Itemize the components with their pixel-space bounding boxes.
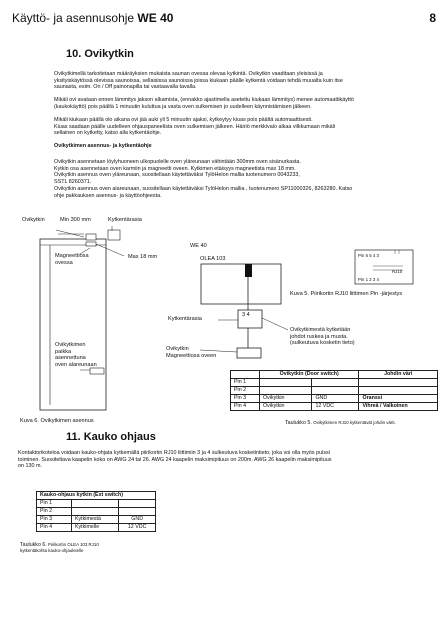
door-switch-magnet: [237, 348, 261, 358]
label-kytkentarasia: Kytkentärasia: [108, 217, 142, 223]
table-cell: [119, 500, 156, 508]
label-min300: Min 300 mm: [60, 217, 91, 223]
text-line: ohje pakkauksen asennus- ja käyttöohjeesta.: [54, 192, 162, 199]
figure-5-caption: Kuva 5. Piirikortin RJ10 liittimen Pin -järjestys: [290, 291, 403, 297]
table-cell: Kauko-ohjaus kytkin (Ext switch): [37, 492, 156, 500]
sec11-paragraph-1: [18, 450, 438, 470]
label-rj10: RJ10: [392, 269, 403, 274]
text-line: (sulkeutuva kosketin tieto): [290, 340, 355, 347]
table-row: [231, 379, 438, 387]
label-magneettiosa: [55, 253, 89, 266]
text-line: Mikäli kiukaan päällä olo aikana ovi jää auki yli 5 minuutin ajaksi, kytkeytyy kiuas pois päältä automaattisesti.: [54, 117, 313, 123]
table-cell: Pin 1: [231, 379, 260, 387]
door-switch-table: [230, 370, 438, 411]
table-cell: Pin 4: [37, 524, 72, 532]
table-row: [231, 395, 438, 403]
table-row: [37, 524, 156, 532]
text-line: (kaukokäyttö) pois päältä 1 minuutin kuluttua ja vasta oven sulkemisen jo uudelleen käynnistämisen jälkeen.: [54, 103, 312, 110]
text-line: paikka: [55, 348, 72, 355]
text-line: Magneettiosa oveen: [166, 352, 217, 359]
table-row: [37, 500, 156, 508]
label-pin-bottom: Pin 1 2 3 4: [358, 277, 379, 282]
table-row: [37, 516, 156, 524]
pointer-line: [262, 318, 288, 330]
text-line: Ovikytkin asennus oven yläreunaan, suositellaan käytettäväksi TylöHelon mallia tuotenumero 0043233,: [54, 172, 300, 179]
table-cell: Oranssi: [359, 395, 438, 403]
table-cell: Pin 3: [231, 395, 260, 403]
text-line: asennettuna: [55, 355, 86, 362]
pointer-line: [96, 244, 124, 256]
label-paikka: [55, 342, 97, 368]
table-cell: Pin 1: [37, 500, 72, 508]
text-line: Kiuas saadaan päälle uudelleen ohjauspaneelista oven sulkemisen jälkeen. Häiriö merkkivalo alkaa vilkkumaan mikäli: [54, 123, 336, 130]
caption-text: Piirikortin OLEA 103 RJ10: [46, 542, 99, 547]
label-kytkentarasia-2: Kytkentärasia: [168, 316, 202, 322]
door-switch-top: [86, 234, 96, 240]
text-line: johdot ruskea ja musta.: [290, 333, 348, 340]
header-title: Käyttö- ja asennusohje: [12, 11, 138, 25]
table-cell: Pin 4: [231, 403, 260, 411]
label-olea: OLEA 103: [200, 256, 226, 262]
text-line: Magneettiosa: [55, 253, 89, 259]
table-row: [231, 387, 438, 395]
label-pin34: 3 4: [242, 312, 250, 318]
caption-text: kytkentäkohta kauko-ohjaukselle: [20, 548, 84, 554]
table-cell: [72, 500, 119, 508]
label-pin-top: Pin 6 5 4 3: [358, 253, 379, 258]
page-number: 8: [429, 11, 436, 25]
table-cell: [231, 371, 260, 379]
label-magnet-door: [166, 346, 216, 359]
text-line: Ovikytkimellä tarkoitetaan määräyksien mukaista saunan ovessa olevaa kytkintä. Ovikytkin vaaditaan yleisissä ja: [54, 71, 323, 77]
table-header-row: [37, 492, 156, 500]
text-line: Kytkin osa asennetaan oven karmiin ja magneetti oveen. Kytkimen etäisyys magneetista max 18 mm.: [54, 165, 296, 172]
table-cell: [260, 387, 312, 395]
table-cell: [312, 387, 359, 395]
table-cell: [359, 379, 438, 387]
text-line: Ovikytkin: [166, 346, 189, 352]
table-cell: 12 VDC: [312, 403, 359, 411]
junction-box-small: [108, 230, 120, 240]
table-cell: [312, 379, 359, 387]
section-10-title: 10. Ovikytkin: [66, 48, 134, 60]
text-line: oven alareunaan: [55, 361, 97, 368]
text-line: Ovikytkimen: [55, 342, 86, 348]
table-row: [231, 403, 438, 411]
text-line: ovessa: [55, 259, 73, 266]
text-line: yksityiskäytössä olevissa saunoissa, sellaisissa saunoissa joissa kiukaan päälle kytkentä voidaan tehdä muualta kuin itse: [54, 77, 343, 84]
sec10-subtitle: Ovikytkimen asennus- ja kytkentäohje: [54, 143, 152, 149]
label-ovikytkin: Ovikytkin: [22, 217, 45, 223]
text-line: Kontaktorikoteloa voidaan kauko-ohjata kytkemällä piirikortin RJ10 liittimiin 3 ja 4 sulkeutuva kosketintieto, joka voi olla myös pulssi: [18, 450, 330, 456]
table-cell: GND: [119, 516, 156, 524]
text-line: sellainen on kytketty, katso alla kytkentäohje.: [54, 130, 162, 137]
text-line: Ovikytkimestä kytketään: [290, 327, 351, 333]
table-cell: Ovikytkin: [260, 403, 312, 411]
text-line: Ovikytkin asennetaan löylyhuoneen ulkopuolelle oven yläreunaan vähintään 300mm oven sisänurkasta.: [54, 159, 301, 165]
table-5-caption: [285, 420, 396, 426]
table-cell: [359, 387, 438, 395]
table-cell: Vihreä / Valkoinen: [359, 403, 438, 411]
table-cell: Kytkimelle: [72, 524, 119, 532]
table-cell: Ovikytkin (Door switch): [260, 371, 359, 379]
table-cell: Johdin väri: [359, 371, 438, 379]
table-6-caption: [20, 542, 99, 555]
text-line: Ovikytkin asennus oven alareunaan, suositellaan käytettäväksi TylöHelon mallia , tuotenumero SP11000326, 8263280. Katso: [54, 185, 353, 192]
label-we40: WE 40: [190, 243, 207, 249]
table-cell: [72, 508, 119, 516]
text-line: saunasta, esim. On / Off painonapilla tai vastaavalla tavalla.: [54, 84, 197, 91]
text-line: on 130 m.: [18, 463, 42, 470]
door-switch-bottom: [90, 368, 104, 374]
section-11-title: 11. Kauko ohjaus: [66, 431, 156, 443]
table-cell: Pin 3: [37, 516, 72, 524]
remote-switch-table: [36, 491, 156, 532]
table-cell: Ovikytkin: [260, 395, 312, 403]
text-line: Mikäli ovi avataan ennen lämmitys jakson alkamista, (ennakko ajastimella asetettu kiukaan lämmitys) menee automaattikäyttö: [54, 97, 354, 103]
magnet-top: [86, 242, 96, 246]
table-cell: Kytkimestä: [72, 516, 119, 524]
table-cell: [119, 508, 156, 516]
table-cell: GND: [312, 395, 359, 403]
table-header-row: [231, 371, 438, 379]
pointer-line: [56, 230, 84, 237]
table-cell: [260, 379, 312, 387]
text-line: SSTL 8260371.: [54, 179, 92, 186]
label-johdot: [290, 327, 355, 347]
label-max18: Max 18 mm: [128, 254, 158, 260]
header-model: WE 40: [137, 11, 174, 25]
caption-label: Taulukko 6.: [20, 542, 47, 548]
table-cell: Pin 2: [231, 387, 260, 395]
caption-label: Taulukko 5.: [285, 420, 314, 426]
figure-6-caption: Kuva 6. Ovikytkimen asennus: [20, 418, 94, 424]
controller-box: [201, 264, 281, 304]
caption-text: Ovikytkimen RJ10 kytkentävät johdin värit.: [313, 420, 396, 425]
rj10-connector: [245, 264, 252, 277]
table-row: [37, 508, 156, 516]
table-cell: Pin 2: [37, 508, 72, 516]
text-line: toiminen. Suositeltava kaapelin koko on AWG 24 tai 26. AWG 24 kaapelin maksimipituus on 200m. AWG 26 kaapelin maksimipituus: [18, 456, 332, 463]
table-cell: 12 VDC: [119, 524, 156, 532]
